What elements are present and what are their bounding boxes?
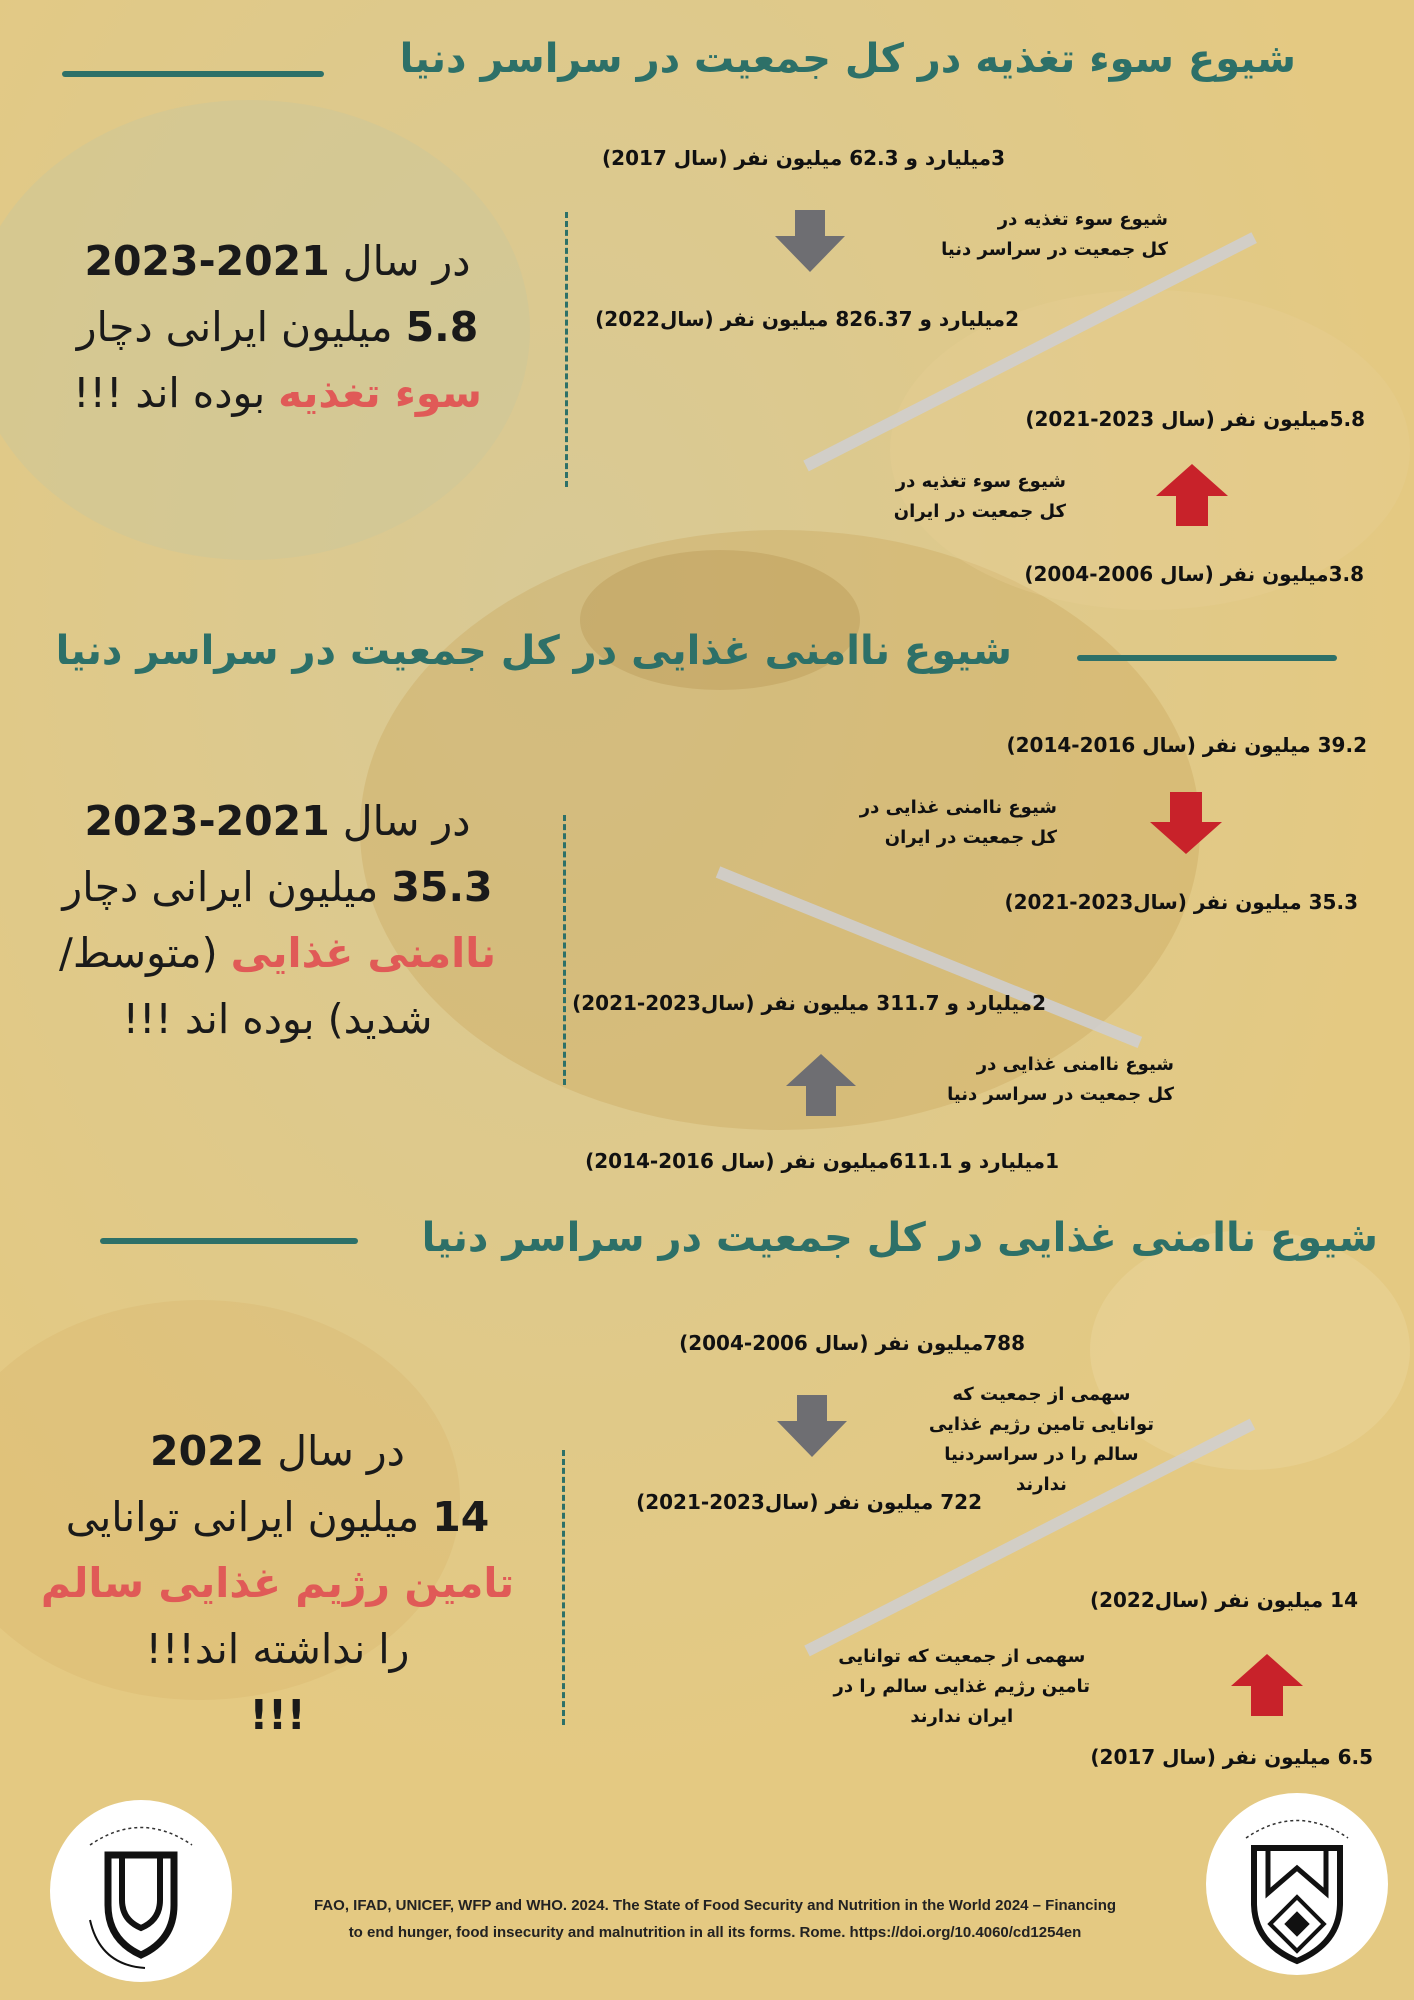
s1-divider xyxy=(565,212,568,487)
s2-iran-label xyxy=(860,793,1057,853)
arrow-down-red-icon xyxy=(1150,792,1222,854)
s1-big-l2: میلیون ایرانی دچار xyxy=(76,303,406,351)
s3-world-2004: 788میلیون نفر (سال 2006-2004) xyxy=(679,1331,1025,1355)
arrow-up-red-icon-2 xyxy=(1231,1654,1303,1716)
s3-big-l1: در سال xyxy=(264,1427,405,1475)
s1-iran-label-line1: شیوع سوء تغذیه در xyxy=(895,471,1066,492)
s3-big-l2: میلیون ایرانی توانایی xyxy=(65,1493,433,1541)
s2-world-2014: 1میلیارد و 611.1میلیون نفر (سال 2016-2014) xyxy=(585,1149,1059,1173)
section3-rule xyxy=(100,1238,358,1244)
s3-iran-label-line1: سهمی از جمعیت که توانایی xyxy=(838,1646,1086,1667)
s3-iran-label xyxy=(834,1642,1090,1732)
s2-big-year: 2021-2023 xyxy=(84,797,330,845)
university-logo xyxy=(1206,1793,1388,1975)
section3-title: شیوع ناامنی غذایی در کل جمعیت در سراسر دنیا xyxy=(421,1215,1378,1261)
s1-big-l3: بوده اند !!! xyxy=(73,369,279,417)
arrow-down-gray-icon xyxy=(775,210,845,272)
arrow-up-gray-icon xyxy=(786,1054,856,1116)
arrow-up-red-icon xyxy=(1156,464,1228,526)
s2-iran-label-line2: کل جمعیت در ایران xyxy=(884,827,1057,848)
section2-title: شیوع ناامنی غذایی در کل جمعیت در سراسر دنیا xyxy=(55,628,1012,674)
s1-world-label-line1: شیوع سوء تغذیه در xyxy=(997,209,1168,230)
shield-logo-icon xyxy=(50,1800,232,1982)
s1-big-num: 5.8 xyxy=(405,303,479,351)
s2-big-red: ناامنی غذایی xyxy=(230,929,496,977)
s1-world-label-line2: کل جمعیت در سراسر دنیا xyxy=(941,239,1168,260)
s2-world-label xyxy=(947,1050,1174,1110)
s3-big-l4: !!! xyxy=(249,1691,306,1739)
reference-citation xyxy=(240,1892,1190,1946)
s1-big-l1: در سال xyxy=(329,237,471,285)
s2-iran-2014: 39.2 میلیون نفر (سال 2016-2014) xyxy=(1006,733,1367,757)
s3-big-year: 2022 xyxy=(150,1427,265,1475)
s3-iran-label-line3: ایران ندارند xyxy=(910,1706,1014,1727)
s3-big-text xyxy=(20,1418,535,1748)
s1-big-text xyxy=(20,228,535,426)
s3-world-label-line1: سهمی از جمعیت که xyxy=(952,1384,1131,1405)
s3-iran-2022: 14 میلیون نفر (سال2022) xyxy=(1089,1588,1358,1612)
section1-rule xyxy=(62,71,324,77)
s2-big-text xyxy=(20,788,535,1052)
section2-rule xyxy=(1077,655,1337,661)
s3-big-red: تامین رژیم غذایی سالم xyxy=(40,1559,515,1607)
university-seal-icon xyxy=(1206,1793,1388,1975)
student-research-committee-logo xyxy=(50,1800,232,1982)
reference-line1: FAO, IFAD, UNICEF, WFP and WHO. 2024. The State of Food Security and Nutrition in the World 2024 – Financing xyxy=(313,1897,1117,1914)
s2-big-num: 35.3 xyxy=(391,863,493,911)
s1-iran-2004: 3.8میلیون نفر (سال 2006-2004) xyxy=(1024,562,1364,586)
s2-big-l2: میلیون ایرانی دچار xyxy=(62,863,392,911)
reference-line2: to end hunger, food insecurity and malnutrition in all its forms. Rome. https://doi.org/10.4060/cd1254en xyxy=(348,1924,1082,1941)
s3-iran-label-line2: تامین رژیم غذایی سالم را در xyxy=(833,1676,1090,1697)
s2-iran-2021: 35.3 میلیون نفر (سال2023-2021) xyxy=(1004,890,1358,914)
s2-world-label-line2: کل جمعیت در سراسر دنیا xyxy=(947,1084,1174,1105)
s2-world-2021: 2میلیارد و 311.7 میلیون نفر (سال2023-2021) xyxy=(572,991,1046,1015)
s1-world-2017: 3میلیارد و 62.3 میلیون نفر (سال 2017) xyxy=(602,146,1005,170)
s1-big-red: سوء تغذیه xyxy=(278,369,482,417)
s1-big-year: 2021-2023 xyxy=(84,237,330,285)
s3-divider xyxy=(562,1450,565,1725)
s1-world-2022: 2میلیارد و 826.37 میلیون نفر (سال2022) xyxy=(595,307,1019,331)
s2-divider xyxy=(563,815,566,1085)
s2-big-l3: (متوسط/ xyxy=(59,929,231,977)
s1-iran-2021: 5.8میلیون نفر (سال 2023-2021) xyxy=(1025,407,1365,431)
arrow-down-gray-icon-2 xyxy=(777,1395,847,1457)
s2-big-l1: در سال xyxy=(329,797,471,845)
s1-iran-label xyxy=(894,467,1066,527)
s3-big-num: 14 xyxy=(432,1493,490,1541)
section1-title: شیوع سوء تغذیه در کل جمعیت در سراسر دنیا xyxy=(399,36,1296,82)
s1-iran-label-line2: کل جمعیت در ایران xyxy=(893,501,1066,522)
s3-world-label-line3: سالم را در سراسردنیا xyxy=(944,1444,1139,1465)
s3-world-label-line4: ندارند xyxy=(1016,1474,1067,1495)
s3-world-label xyxy=(929,1380,1154,1500)
s2-big-l4: شدید) بوده اند !!! xyxy=(122,995,433,1043)
s3-big-l3: را نداشته اند!!! xyxy=(145,1625,410,1673)
s2-world-label-line1: شیوع ناامنی غذایی در xyxy=(976,1054,1174,1075)
s2-iran-label-line1: شیوع ناامنی غذایی در xyxy=(859,797,1057,818)
s3-iran-2017: 6.5 میلیون نفر (سال 2017) xyxy=(1090,1745,1373,1769)
s1-world-label xyxy=(941,205,1168,265)
s3-world-2021: 722 میلیون نفر (سال2023-2021) xyxy=(636,1490,982,1514)
s3-world-label-line2: توانایی تامین رژیم غذایی xyxy=(928,1414,1154,1435)
